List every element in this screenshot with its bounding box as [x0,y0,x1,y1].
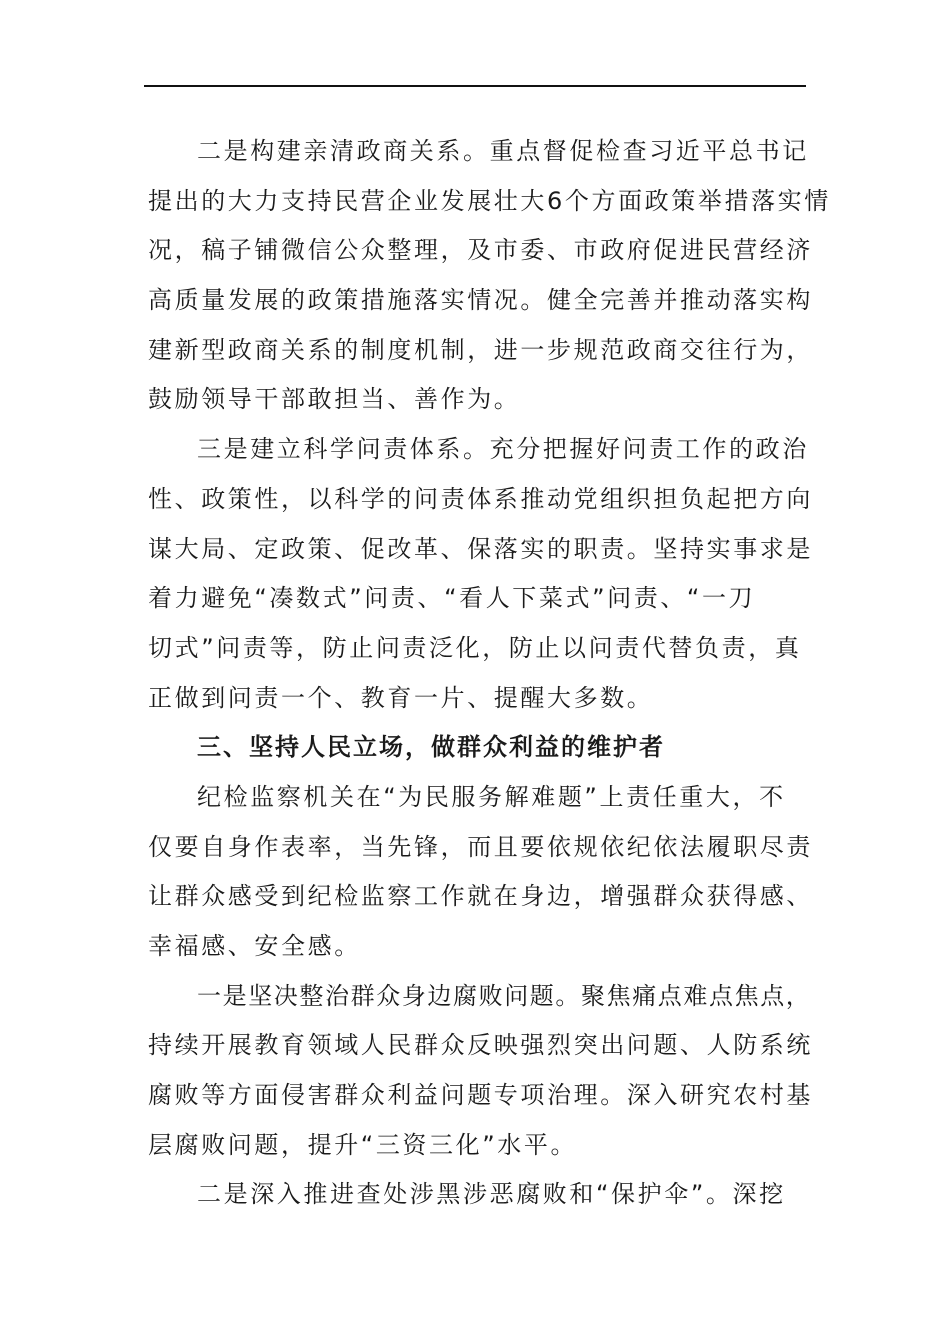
paragraph-line: 让群众感受到纪检监察工作就在身边，增强群众获得感、 [148,882,813,911]
paragraph-line: 提出的大力支持民营企业发展壮大6个方面政策举措落实情 [148,186,831,215]
paragraph-line: 腐败等方面侵害群众利益问题专项治理。深入研究农村基 [148,1081,813,1110]
paragraph-line: 一是坚决整治群众身边腐败问题。聚焦痛点难点焦点， [197,981,812,1010]
paragraph-line: 正做到问责一个、教育一片、提醒大多数。 [148,683,654,712]
paragraph-line: 层腐败问题，提升“三资三化”水平。 [148,1130,578,1159]
header-rule [144,85,806,87]
paragraph-line: 况，稿子铺微信公众整理，及市委、市政府促进民营经济 [148,236,813,265]
paragraph-line: 三是建立科学问责体系。充分把握好问责工作的政治 [197,435,809,464]
paragraph-line: 高质量发展的政策措施落实情况。健全完善并推动落实构 [148,286,813,315]
paragraph-line: 纪检监察机关在“为民服务解难题”上责任重大，不 [197,782,786,811]
paragraph-line: 二是构建亲清政商关系。重点督促检查习近平总书记 [197,137,809,165]
paragraph-line: 切式”问责等，防止问责泛化，防止以问责代替负责，真 [148,633,802,662]
paragraph-line: 鼓励领导干部敢担当、善作为。 [148,385,521,414]
section-heading: 三、坚持人民立场，做群众利益的维护者 [197,733,665,762]
paragraph-line: 二是深入推进查处涉黑涉恶腐败和“保护伞”。深挖 [197,1180,786,1209]
paragraph-line: 性、政策性，以科学的问责体系推动党组织担负起把方向 [148,484,813,513]
paragraph-line: 幸福感、安全感。 [148,932,361,960]
paragraph-line: 谋大局、定政策、促改革、保落实的职责。坚持实事求是 [148,534,813,563]
paragraph-line: 持续开展教育领域人民群众反映强烈突出问题、人防系统 [148,1031,813,1060]
paragraph-line: 建新型政商关系的制度机制，进一步规范政商交往行为， [148,335,813,364]
paragraph-line: 着力避免“凑数式”问责、“看人下菜式”问责、“一刀 [148,584,756,613]
paragraph-line: 仅要自身作表率，当先锋，而且要依规依纪依法履职尽责 [148,832,813,861]
body-text [148,127,831,1220]
